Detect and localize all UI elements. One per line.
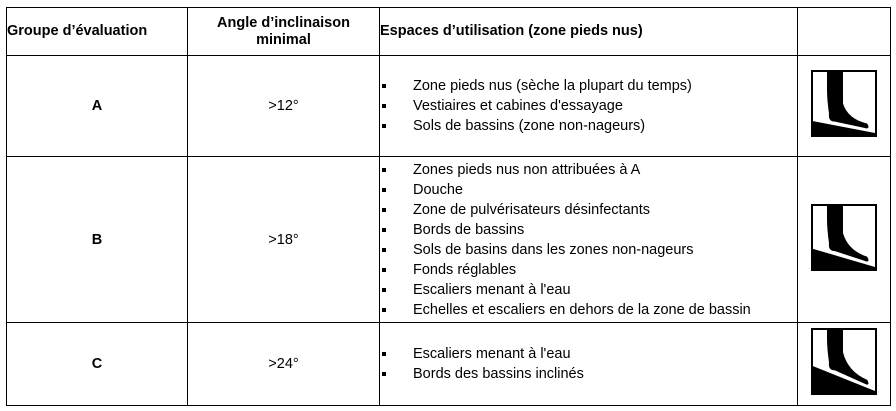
header-spaces: Espaces d’utilisation (zone pieds nus) (380, 8, 798, 56)
table-row-b (7, 157, 891, 323)
foot-shape (827, 72, 869, 128)
slip-resistance-table (6, 7, 891, 406)
angle-value: >12° (188, 56, 380, 157)
list-item: Sols de bassins (zone non-nageurs) (380, 116, 797, 136)
list-item: Bords des bassins inclinés (380, 364, 797, 384)
angle-value: >18° (188, 157, 380, 323)
list-item: Bords de bassins (380, 220, 797, 240)
list-item: Zone pieds nus (sèche la plupart du temps) (380, 76, 797, 96)
barefoot-on-slope-icon (811, 70, 877, 137)
angle-value: >24° (188, 323, 380, 406)
table-row-a (7, 56, 891, 157)
list-item: Fonds réglables (380, 260, 797, 280)
usage-spaces (380, 56, 798, 157)
usage-spaces (380, 323, 798, 406)
usage-spaces (380, 157, 798, 323)
list-item: Echelles et escaliers en dehors de la zone de bassin (380, 300, 797, 320)
list-item: Zone de pulvérisateurs désinfectants (380, 200, 797, 220)
icon-cell (798, 56, 891, 157)
table-row-c (7, 323, 891, 406)
list-item: Escaliers menant à l'eau (380, 280, 797, 300)
foot-shape (827, 206, 869, 262)
list-item: Escaliers menant à l'eau (380, 344, 797, 364)
list-item: Vestiaires et cabines d'essayage (380, 96, 797, 116)
list-item: Douche (380, 180, 797, 200)
group-label: C (7, 323, 188, 406)
barefoot-on-slope-icon (811, 204, 877, 271)
group-label: A (7, 56, 188, 157)
list-item: Zones pieds nus non attribuées à A (380, 160, 797, 180)
list-item: Sols de basins dans les zones non-nageurs (380, 240, 797, 260)
header-row (7, 8, 891, 56)
barefoot-on-slope-icon (811, 328, 877, 395)
icon-cell (798, 157, 891, 323)
group-label: B (7, 157, 188, 323)
header-group: Groupe d’évaluation (7, 8, 188, 56)
header-icon (798, 8, 891, 56)
header-angle: Angle d’inclinaison minimal (188, 8, 380, 56)
icon-cell (798, 323, 891, 406)
